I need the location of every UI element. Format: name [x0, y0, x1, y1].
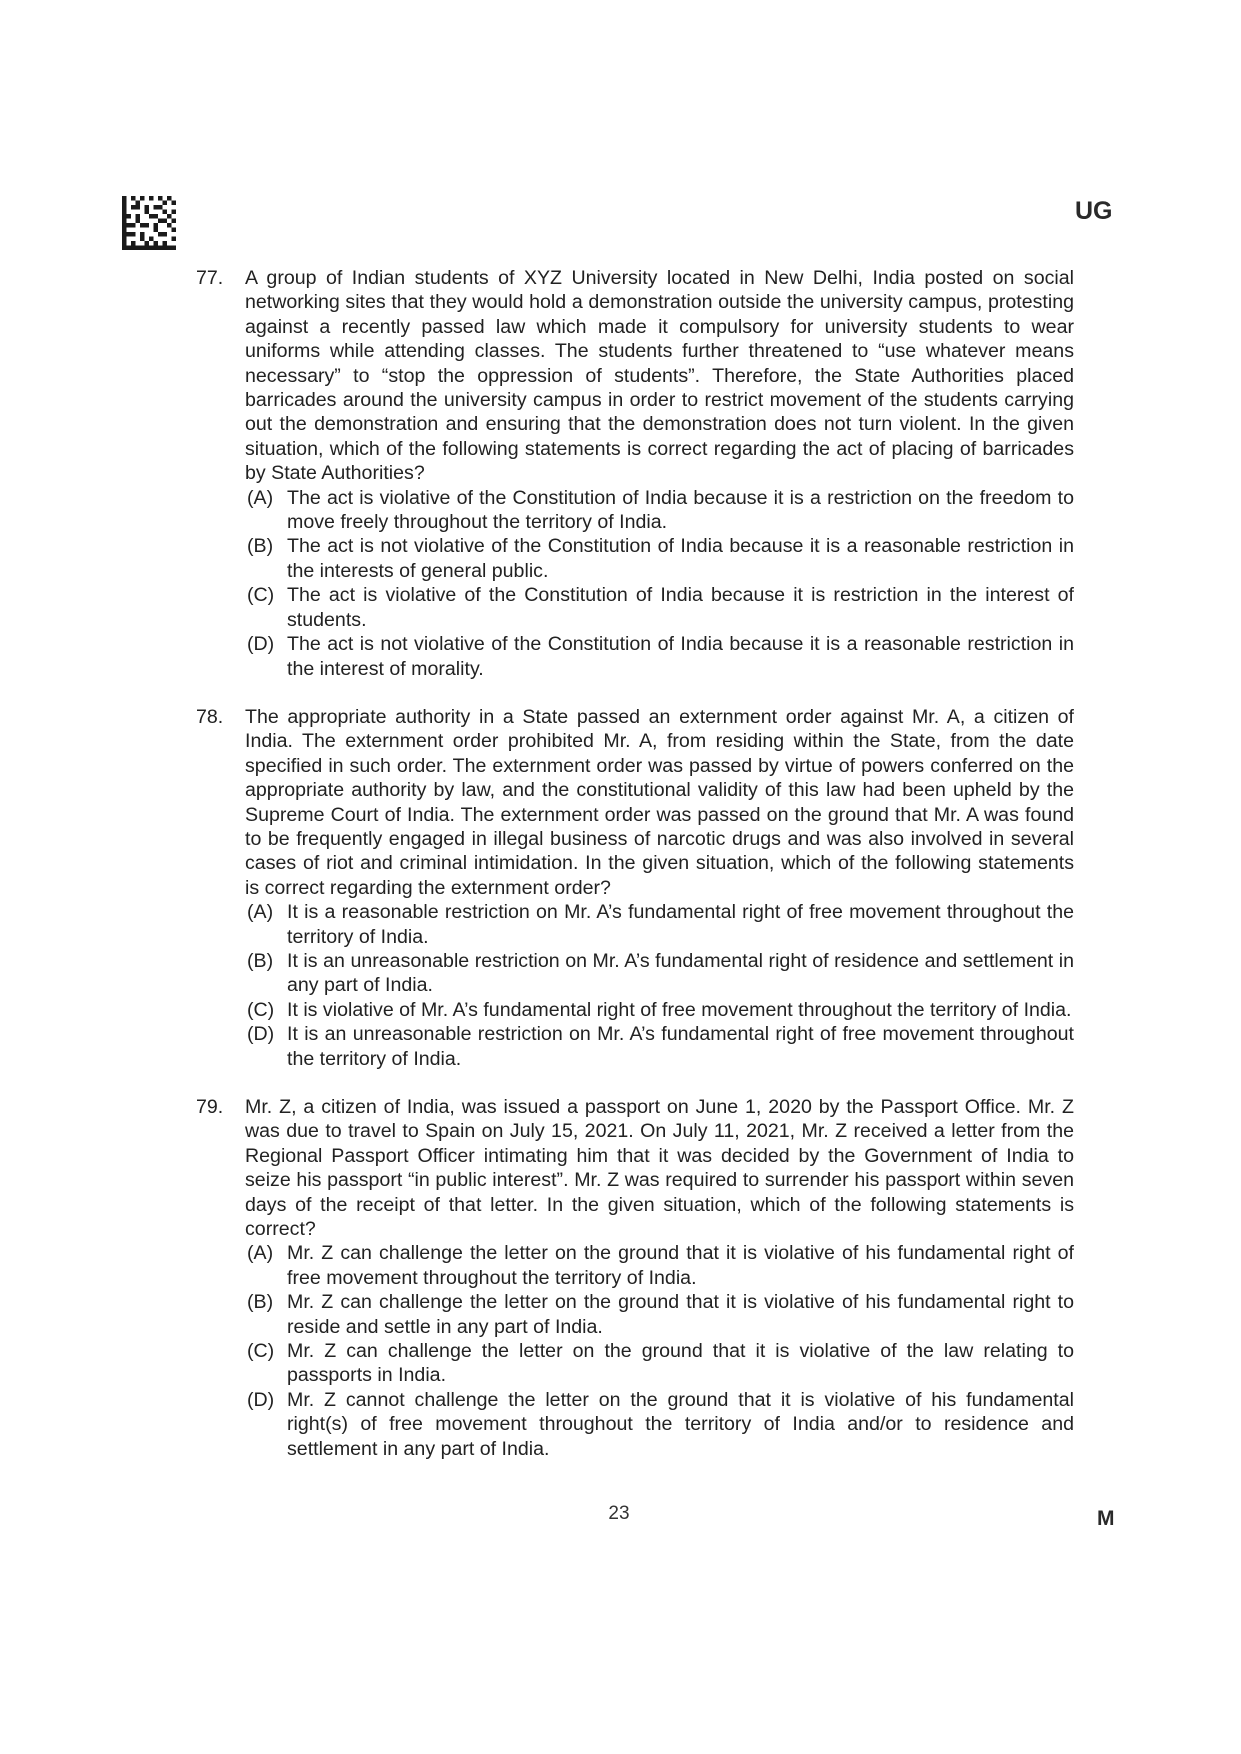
option-label: (C) — [247, 998, 275, 1021]
option-label: (A) — [247, 486, 274, 509]
option-b — [245, 949, 1074, 998]
option-d — [245, 632, 1074, 681]
qr-code — [122, 196, 176, 250]
page-number: 23 — [608, 1503, 630, 1524]
option-label: (A) — [247, 901, 274, 924]
question-78 — [196, 705, 1074, 1071]
option-text: Mr. Z can challenge the letter on the ground that it is violative of his fundamental right to reside and settle in any part of India. — [287, 1291, 1074, 1338]
question-number: 78. — [196, 705, 224, 728]
set-code: M — [1097, 1507, 1115, 1530]
option-label: (D) — [247, 1023, 275, 1046]
option-text: The act is not violative of the Constitution of India because it is a reasonable restriction in the interest of morality. — [287, 633, 1074, 680]
option-text: Mr. Z cannot challenge the letter on the ground that it is violative of his fundamental right(s) of free movement throughout the territory of India and/or to residence and settlement in any part of India. — [287, 1388, 1074, 1460]
question-body — [245, 1095, 1074, 1461]
option-text: It is a reasonable restriction on Mr. A’s fundamental right of free movement throughout the territory of India. — [287, 901, 1074, 948]
option-label: (B) — [247, 535, 274, 558]
option-d — [245, 1388, 1074, 1461]
option-list — [245, 1241, 1074, 1461]
question-body — [245, 266, 1074, 681]
option-text: Mr. Z can challenge the letter on the ground that it is violative of his fundamental right of free movement throughout the territory of India. — [287, 1242, 1074, 1289]
option-d — [245, 1022, 1074, 1071]
option-list — [245, 900, 1074, 1071]
question-77 — [196, 266, 1074, 681]
option-c — [245, 998, 1074, 1022]
question-number: 79. — [196, 1096, 224, 1118]
option-text: Mr. Z can challenge the letter on the ground that it is violative of the law relating to passports in India. — [287, 1340, 1074, 1387]
option-text: The act is violative of the Constitution of India because it is restriction in the interest of students. — [287, 584, 1074, 631]
option-b — [245, 534, 1074, 583]
question-body — [245, 705, 1074, 1071]
question-stem: A group of Indian students of XYZ University located in New Delhi, India posted on social networking sites that they would hold a demonstration outside the university campus, protesting against a recently passed law which made it compulsory for university students to wear uniforms while attending classes. The students further threatened to “use whatever means necessary” to “stop the oppression of students”. Therefore, the State Authorities placed barricades around the university campus in order to restrict movement of the students carrying out the demonstration and ensuring that the demonstration does not turn violent. In the given situation, which of the following statements is correct regarding the act of placing of barricades by State Authorities? — [245, 267, 1074, 485]
paper-code: UG — [1075, 197, 1113, 225]
option-text: The act is violative of the Constitution of India because it is a restriction on the freedom to move freely throughout the territory of India. — [287, 486, 1074, 534]
option-label: (B) — [247, 1291, 274, 1314]
question-number: 77. — [196, 267, 224, 289]
option-label: (A) — [247, 1242, 274, 1265]
option-label: (C) — [247, 1340, 275, 1363]
option-c — [245, 583, 1074, 632]
option-text: It is violative of Mr. A’s fundamental right of free movement throughout the territory of India. — [287, 998, 1072, 1021]
option-a — [245, 900, 1074, 949]
option-text: It is an unreasonable restriction on Mr. A’s fundamental right of free movement throughout the territory of India. — [287, 1023, 1074, 1070]
option-c — [245, 1339, 1074, 1388]
option-label: (D) — [247, 1388, 275, 1411]
question-stem: The appropriate authority in a State passed an externment order against Mr. A, a citizen of India. The externment order prohibited Mr. A, from residing within the State, from the date specified in such order. The externment order was passed by virtue of powers conferred on the appropriate authority by law, and the constitutional validity of this law had been upheld by the Supreme Court of India. The externment order was passed on the ground that Mr. A was found to be frequently engaged in illegal business of narcotic drugs and was also involved in several cases of riot and criminal intimidation. In the given situation, which of the following statements is correct regarding the externment order? — [245, 705, 1074, 899]
option-a — [245, 486, 1074, 535]
option-label: (D) — [247, 633, 275, 656]
question-list — [196, 266, 1074, 1461]
question-stem: Mr. Z, a citizen of India, was issued a passport on June 1, 2020 by the Passport Office. Mr. Z was due to travel to Spain on July 15, 2021. On July 11, 2021, Mr. Z received a letter from the Regional Passport Officer intimating him that it was decided by the Government of India to seize his passport “in public interest”. Mr. Z was required to surrender his passport within seven days of the receipt of that letter. In the given situation, which of the following statements is correct? — [245, 1096, 1074, 1241]
option-label: (C) — [247, 584, 275, 607]
option-text: The act is not violative of the Constitution of India because it is a reasonable restriction in the interests of general public. — [287, 535, 1074, 582]
option-a — [245, 1241, 1074, 1290]
option-text: It is an unreasonable restriction on Mr. A’s fundamental right of residence and settlement in any part of India. — [287, 949, 1074, 997]
option-b — [245, 1290, 1074, 1339]
option-list — [245, 486, 1074, 681]
option-label: (B) — [247, 949, 274, 972]
question-79 — [196, 1095, 1074, 1461]
